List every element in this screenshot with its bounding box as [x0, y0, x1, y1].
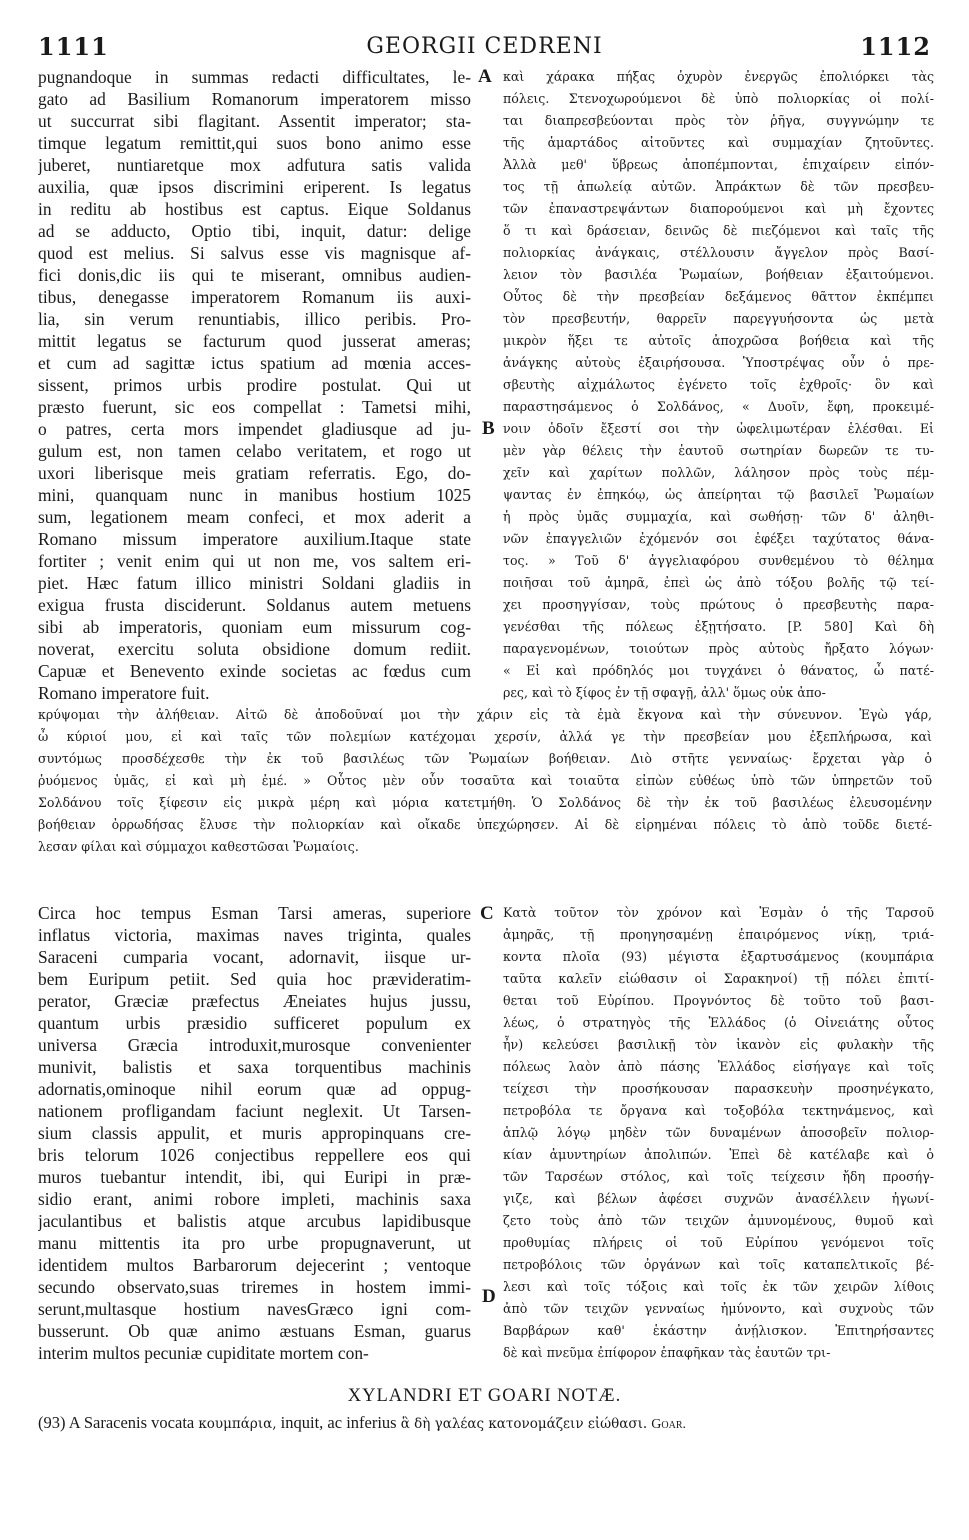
- footnote-text-mid: inquit, ac inferius: [280, 1413, 397, 1432]
- text-line: βοήθειαν ὀρρωδήσας ἔλυσε τὴν πολιορκίαν καὶ οἴκαδε ὑπεχώρησεν. Αἱ δὲ εἰρημέναι πόλεις τὸ ἀπὸ τοῦδε διετέ-: [38, 817, 932, 832]
- text-line: fortiter ; venit enim qui ut non me, vos saltem eri-: [38, 551, 471, 571]
- text-line: adornatis,ominoque nihil eorum quæ ad oppug-: [38, 1079, 471, 1099]
- text-line: ποιῆσαι τοῦ ἀμηρᾶ, ἐπεὶ ὡς ἀπὸ τόξου βολῆς τῷ τεί-: [503, 575, 934, 590]
- text-line: nationem profligandam faciunt neglexit. Ut Tarsen-: [38, 1101, 471, 1121]
- text-line: sium classis appulit, et muris appropinquans cre-: [38, 1123, 471, 1143]
- text-line: λεσι καὶ τοῖς τόξοις καὶ τοῖς ἐκ τῶν χειρῶν λίθοις: [503, 1279, 934, 1294]
- text-line: præsto fuerunt, sic eos compellat : Tametsi mihi,: [38, 397, 471, 417]
- text-line: χει προσηγγίσαν, τοὺς πρώτους ὁ πρεσβευτὴς παρα-: [503, 597, 934, 612]
- text-line: jaculantibus et balistis atque arcubus lapidibusque: [38, 1211, 471, 1231]
- text-line: ται διαπρεσβεύονται πρὸς τὸν ῥῆγα, συγγνώμην τε: [503, 113, 934, 128]
- text-line: ἡ πρὸς ὑμᾶς συμμαχία, καὶ σωθήσῃ· τῶν δ' ἀληθι-: [503, 509, 934, 524]
- text-line: sibi ab imperatoris, quoniam eum missurum cog-: [38, 617, 471, 637]
- text-line: ὅ τι καὶ δράσειαν, δεινῶς δὲ πιεζόμενοι καὶ ταῖς τῆς: [503, 223, 934, 238]
- latin-column-bottom: [38, 902, 471, 1368]
- text-line: et cum ad sagittæ ictus spatium ad mœnia acces-: [38, 353, 471, 373]
- text-line: τῶν ἐπαναστρεψάντων διαπορούμενοι καὶ μὴ ἔχοντες: [503, 201, 934, 216]
- text-line: mittit legatus se facturum quod jusserat ameras;: [38, 331, 471, 351]
- text-line: τος. » Τοῦ δ' ἀγγελιαφόρου συνθεμένου τὸ θέλημα: [503, 553, 934, 568]
- text-line: μὲν γὰρ θέλεις τὴν ἑαυτοῦ σωτηρίαν δωρεῶν τε τυ-: [503, 443, 934, 458]
- text-line: Romano missum imperatore auxilium.Itaque state: [38, 529, 471, 549]
- text-line: τείχεσι τὴν προσήκουσαν παρασκευὴν προσηνέγκατο,: [503, 1081, 934, 1096]
- text-line: perator, Græciæ præfectus Æneiates hujus jussu,: [38, 991, 471, 1011]
- text-line: auxilia, quæ ipsos discrimini eriperent. Is legatus: [38, 177, 471, 197]
- text-line: ρες, καὶ τὸ ξίφος ἐν τῇ σφαγῇ, ἀλλ' ὅμως οὐκ ἀπο-: [503, 685, 826, 700]
- text-line: sidio erant, animi robore impleti, machinis saxa: [38, 1189, 471, 1209]
- text-line: ὦ κύριοί μου, εἰ καὶ ταῖς τῶν πολεμίων κατέχομαι χερσίν, ἀλλά γε τὴν πρεσβείαν μου ἐξεπλήρωσα, καὶ: [38, 729, 932, 744]
- text-line: quod est melius. Si salvus esse vis magnisque af-: [38, 243, 471, 263]
- text-line: τος τῇ ἀπωλείᾳ αὐτῶν. Ἀπράκτων δὲ τῶν πρεσβευ-: [503, 179, 934, 194]
- text-line: gato ad Basilium Romanorum imperatorem misso: [38, 89, 471, 109]
- text-line: uxori liberisque meis gratiam referratis. Ego, do-: [38, 463, 471, 483]
- text-line: νῶν ἐπαγγελιῶν ἐχόμενόν σοι ἐφέξει ταχύτατος θάνα-: [503, 531, 934, 546]
- text-line: τῶν Ταρσέων στόλος, καὶ τοῖς τείχεσιν ἤδη προσήγ-: [503, 1169, 934, 1184]
- text-line: λεσαν φίλαι καὶ σύμμαχοι καθεστῶσαι Ῥωμαίοις.: [38, 839, 359, 854]
- text-line: ταῦτα καλεῖν εἰώθασιν οἱ Σαρακηνοί) τῇ πόλει ἐπιτί-: [503, 971, 934, 986]
- text-line: τὸν πρεσβευτήν, θαρρεῖν παρεγγυήσοντα ὡς μετὰ: [503, 311, 934, 326]
- text-line: juberet, nuntiaretque mox adfutura satis valida: [38, 155, 471, 175]
- text-line: νοιν ὁδοῖν ἔξεστί σοι τὴν ὠφελιμωτέραν ἑλέσθαι. Εἰ: [503, 421, 934, 436]
- text-line: λειον τὸν βασιλέα Ῥωμαίων, βοήθειαν ἐξαιτούμενοι.: [503, 267, 934, 282]
- text-line: interim multos pecuniæ cupiditate mortem con-: [38, 1343, 369, 1363]
- notes-heading: XYLANDRI ET GOARI NOTÆ.: [347, 1386, 622, 1406]
- greek-full-width-passage: [38, 704, 932, 860]
- margin-marker-c: C: [480, 903, 494, 924]
- text-line: busserunt. Ob quæ animo æstuans Esman, guarus: [38, 1321, 471, 1341]
- text-line: in reditu ab hostibus est captus. Eique Soldanus: [38, 199, 471, 219]
- text-line: Κατὰ τοῦτον τὸν χρόνον καὶ Ἐσμὰν ὁ τῆς Ταρσοῦ: [503, 905, 934, 920]
- page-number-left: 1111: [38, 32, 109, 61]
- text-line: Βαρβάρων καθ' ἑκάστην ἀνῄλισκον. Ἐπιτηρήσαντες: [503, 1323, 934, 1338]
- text-line: πετροβόλοις τῶν ὀργάνων καὶ τοῖς καταπελτικοῖς βέ-: [503, 1257, 934, 1272]
- footnote-93: [38, 1412, 931, 1434]
- text-line: θεται τοῦ Εὐρίπου. Προγνόντος δὲ τοῦτο τοῦ βασι-: [503, 993, 934, 1008]
- text-line: κίαν ἀμυντηρίων ἀπολιπών. Ἐπεὶ δὲ κατέλαβε καὶ ὁ: [503, 1147, 934, 1162]
- text-line: inflatus victoria, maximas naves triginta, quales: [38, 925, 471, 945]
- text-line: tibus, denegasse imperatorem Romanum iis auxi-: [38, 287, 471, 307]
- footnote-greek-phrase: ἃ δὴ γαλέας κατονομάζειν εἰώθασι.: [400, 1416, 648, 1432]
- text-line: σβευτὴς αἰχμάλωτος ἐγένετο τοῖς ἐχθροῖς· ὃν καὶ: [503, 377, 934, 392]
- text-line: κρύψομαι τὴν ἀλήθειαν. Αἰτῶ δὲ ἀποδοῦναί μοι τὴν χάριν εἰς τὰ ἐμὰ ἔκγονα καὶ τὴν σύνευνον. Ἐγὼ γάρ,: [38, 707, 932, 722]
- text-line: παραστησάμενος ὁ Σολδάνος, « Δυοῖν, ἔφη, προκειμέ-: [503, 399, 934, 414]
- text-line: ἦν) κελεύσει βασιλικῇ τὸν ἱκανὸν εἰς φυλακὴν τῆς: [503, 1037, 934, 1052]
- text-line: Saraceni cumparia vocant, adornavit, iisque ur-: [38, 947, 471, 967]
- text-line: exigua frusta disciderunt. Soldanus autem metuens: [38, 595, 471, 615]
- text-line: quantum urbis præsidio sufficeret populum ex: [38, 1013, 471, 1033]
- text-line: πόλεως λαὸν ἀπὸ πάσης Ἑλλάδος εἰσήγαγε καὶ τοῖς: [503, 1059, 934, 1074]
- text-line: pugnandoque in summas redacti difficultates, le-: [38, 67, 471, 87]
- text-line: τῆς ἁμαρτάδος αἰτοῦντες καὶ συμμαχίαν ζητοῦντες.: [503, 135, 934, 150]
- text-line: Ἀλλὰ μεθ' ὕβρεως ἀποπέμπονται, ἐπιχαίρειν εἰπόν-: [503, 157, 934, 172]
- footnote-text: (93) A Saracenis vocata: [38, 1413, 195, 1432]
- text-line: πόλεις. Στενοχωρούμενοι δὲ ὑπὸ πολιορκίας οἱ πολί-: [503, 91, 934, 106]
- text-line: timque legatum remittit,qui suos bono animo esse: [38, 133, 471, 153]
- text-line: muros tuebantur intendit, ibi, qui Euripi in præ-: [38, 1167, 471, 1187]
- text-line: ἀνάγκης αὐτοὺς ἐξαιρήσουσα. Ὑποστρέψας οὖν ὁ πρε-: [503, 355, 934, 370]
- text-line: serunt,multasque hostium navesGræco igni com-: [38, 1299, 471, 1319]
- text-line: συντόμως προσδέχεσθε τὴν ἐκ τοῦ βασιλέως τῶν Ῥωμαίων βοήθειαν. Διὸ στῆτε γενναίως· ἔρχεται γὰρ ὁ: [38, 751, 932, 766]
- text-line: γενέσθαι τῆς πόλεως ἐξῃτήσατο. [P. 580] Καὶ δὴ: [503, 619, 934, 634]
- text-line: universa Græcia introduxit,murosque convenienter: [38, 1035, 471, 1055]
- text-line: πετροβόλα τε ὄργανα καὶ τοξοβόλα τεκτηνάμενος, καὶ: [503, 1103, 934, 1118]
- page-number-right: 1112: [860, 32, 931, 61]
- text-line: ζετο τοὺς ἀπὸ τῶν τειχῶν ἀμυνομένους, θυμοῦ καὶ: [503, 1213, 934, 1228]
- text-line: ῥυόμενος ὑμᾶς, εἰ καὶ μὴ ἐμέ. » Οὗτος μὲν οὖν τοσαῦτα καὶ τοιαῦτα εἰπὼν εὐθέως ὑπὸ τῶν ὑπηρετῶν τοῦ: [38, 773, 932, 788]
- text-line: ἀπὸ τῶν τειχῶν γενναίως ἠμύνοντο, καὶ συχνοὺς τῶν: [503, 1301, 934, 1316]
- text-line: πολιορκίας ἀνάγκαις, στέλλουσιν ἄγγελον πρὸς Βασί-: [503, 245, 934, 260]
- page-header: [38, 32, 931, 62]
- text-line: bem Euripum petiit. Sed quia hoc prævideratim-: [38, 969, 471, 989]
- text-line: manu mittentis ita pro urbe propugnaverunt, ut: [38, 1233, 471, 1253]
- text-line: lia, sin verum renuntiabis, illico peribis. Pro-: [38, 309, 471, 329]
- text-line: δὲ καὶ πνεῦμα ἐπίφορον ἐπαφῆκαν τὰς ἑαυτῶν τρι-: [503, 1345, 831, 1360]
- text-line: o patres, certa mors impendet gladiusque ad ju-: [38, 419, 471, 439]
- text-line: χεῖν καὶ χαρίτων πολλῶν, λάλησον πρὸς τοὺς πέμ-: [503, 465, 934, 480]
- text-line: Circa hoc tempus Esman Tarsi ameras, superiore: [38, 903, 471, 923]
- text-line: gulum est, non tamen celabo veritatem, et rogo ut: [38, 441, 471, 461]
- text-line: Capuæ et Benevento exinde societas ac fœdus cum: [38, 661, 471, 681]
- text-line: piet. Hæc fatum illico ministri Soldani gladiis in: [38, 573, 471, 593]
- text-line: fici donis,dic iis qui te miserant, omnibus audien-: [38, 265, 471, 285]
- text-line: secundo observato,suas triremes in hostem immi-: [38, 1277, 471, 1297]
- text-line: προθυμίας πλήρεις οἱ τοῦ Εὐρίπου γενόμενοι τοῖς: [503, 1235, 934, 1250]
- text-line: μικρὸν ἥξει τε αὐτοῖς ἀποχρῶσα βοήθεια καὶ τῆς: [503, 333, 934, 348]
- text-line: ut succurrat sibi flagitant. Assentit imperator; sta-: [38, 111, 471, 131]
- margin-marker-d: D: [482, 1286, 496, 1307]
- text-line: καὶ χάρακα πήξας ὀχυρὸν ἐνεργῶς ἐπολιόρκει τὰς: [503, 69, 934, 84]
- text-line: bris telorum 1026 conjectibus reppellere eos qui: [38, 1145, 471, 1165]
- text-line: noverat, exercitu soluta obsidione domum rediit.: [38, 639, 471, 659]
- text-line: παραγενομένων, τοιούτων πρὸς αὐτοὺς ἤρξατο λόγων·: [503, 641, 934, 656]
- text-line: ad se adducto, Optio tibi, inquit, datur: delige: [38, 221, 471, 241]
- text-line: « Εἰ καὶ πρόδηλός μοι τυγχάνει ὁ θάνατος, ὦ πατέ-: [503, 663, 934, 678]
- greek-column-top: [503, 66, 934, 706]
- text-line: munivit, balistis et saxa torquentibus machinis: [38, 1057, 471, 1077]
- margin-marker-a: A: [478, 66, 492, 87]
- text-line: Οὗτος δὲ τὴν πρεσβείαν δεξάμενος θᾶττον ἐκπέμπει: [503, 289, 934, 304]
- text-line: ἀμηρᾶς, τῇ προηγησαμένῃ ἐπαιρόμενος νίκῃ, τριά-: [503, 927, 934, 942]
- latin-column-top: [38, 66, 471, 706]
- text-line: λέως, ὁ στρατηγὸς τῆς Ἑλλάδος (ὁ Οἰνειάτης οὗτος: [503, 1015, 934, 1030]
- text-line: γιζε, καὶ βέλων ἀφέσει συχνῶν ἀνασέλλειν ἠγωνί-: [503, 1191, 934, 1206]
- footnote-author: Goar.: [651, 1417, 687, 1432]
- text-line: mini, quanquam nunc in manibus hostium 1025: [38, 485, 471, 505]
- greek-column-bottom: [503, 902, 934, 1368]
- margin-marker-b: B: [482, 418, 495, 439]
- text-line: identidem multos Barbarorum dejecerint ; ventoque: [38, 1255, 471, 1275]
- text-line: ἁπλῷ λόγῳ μηδὲν τῶν δυναμένων ἀποσοβεῖν πολιορ-: [503, 1125, 934, 1140]
- text-line: ψαντας ἐν ἐπηκόῳ, ὡς ἀπείρηται τῷ βασιλεῖ Ῥωμαίων: [503, 487, 934, 502]
- text-line: Romano imperatore fuit.: [38, 683, 210, 703]
- footnote-greek-term: κουμπάρια,: [198, 1416, 277, 1432]
- text-line: κοντα πλοῖα (93) μέγιστα ἐξαρτυσάμενος (κουμπάρια: [503, 949, 934, 964]
- text-line: Σολδάνου τοῖς ξίφεσιν εἰς μικρὰ μέρη καὶ μόρια κατετμήθη. Ὁ Σολδάνος δὲ τὴν ἐκ τοῦ βασιλέως ἐλευσομένην: [38, 795, 932, 810]
- running-title: GEORGII CEDRENI: [366, 34, 603, 59]
- text-line: sum, legationem meam confeci, et mox aderit a: [38, 507, 471, 527]
- text-line: sissent, primos urbis prodire postulat. Qui ut: [38, 375, 471, 395]
